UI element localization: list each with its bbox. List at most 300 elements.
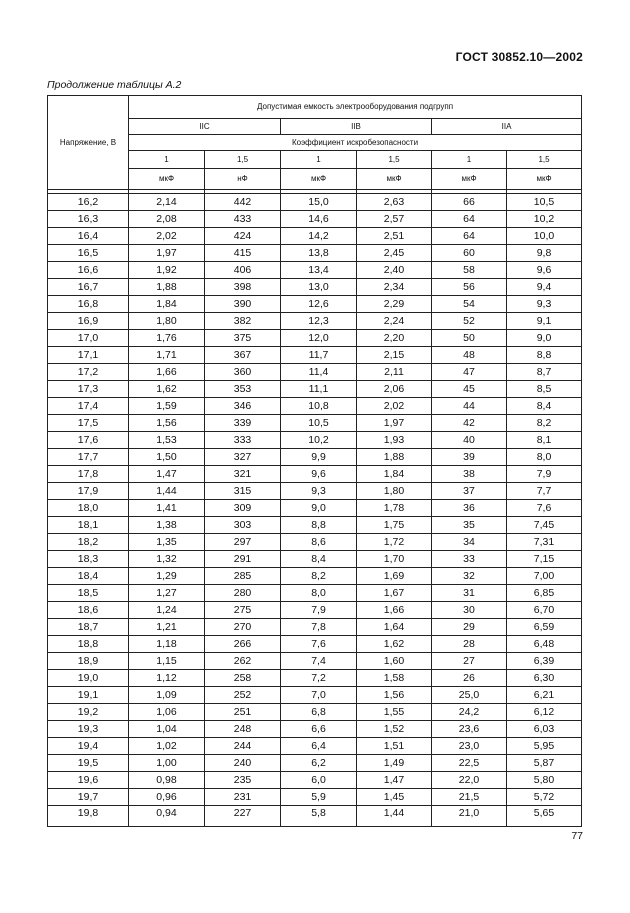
voltage-cell (48, 619, 129, 636)
capacitance-cell (129, 398, 205, 415)
cell-value: 11,7 (308, 349, 329, 361)
voltage-cell (48, 806, 129, 827)
capacitance-cell (507, 466, 582, 483)
capacitance-cell (281, 466, 357, 483)
capacitance-cell (507, 602, 582, 619)
voltage-cell (48, 517, 129, 534)
cell-value: 390 (233, 298, 252, 310)
cell-value: 1,51 (383, 740, 405, 752)
table-row (48, 449, 582, 466)
cell-value: 321 (233, 468, 252, 480)
cell-value: 1,97 (383, 417, 405, 429)
cell-value: 9,1 (536, 315, 552, 327)
capacitance-cell (281, 262, 357, 279)
cell-value: 16,2 (77, 196, 99, 208)
capacitance-cell (205, 619, 281, 636)
cell-value: 1,55 (383, 706, 405, 718)
capacitance-cell (129, 687, 205, 704)
capacitance-cell (432, 721, 507, 738)
cell-value: 35 (463, 519, 475, 531)
capacitance-cell (205, 330, 281, 347)
capacitance-cell (357, 721, 432, 738)
cell-value: 5,80 (533, 774, 555, 786)
table-body (48, 190, 582, 827)
capacitance-cell (281, 296, 357, 313)
cell-value: 1,21 (156, 621, 177, 633)
cell-value: 1,58 (383, 672, 405, 684)
cell-value: 8,4 (311, 553, 326, 565)
cell-value: 9,0 (311, 502, 326, 514)
cell-value: 6,21 (533, 689, 555, 701)
cell-value: 1,50 (156, 451, 177, 463)
cell-value: 13,8 (308, 247, 329, 259)
cell-value: 7,7 (536, 485, 552, 497)
capacitance-cell (205, 364, 281, 381)
cell-value: 16,3 (77, 213, 99, 225)
cell-value: 280 (233, 587, 252, 599)
voltage-cell (48, 500, 129, 517)
capacitance-cell (281, 194, 357, 211)
voltage-cell (48, 415, 129, 432)
cell-value: 2,11 (384, 366, 404, 378)
cell-value: 1,06 (156, 706, 177, 718)
cell-value: 8,4 (536, 400, 552, 412)
capacitance-cell (507, 194, 582, 211)
capacitance-cell (281, 364, 357, 381)
cell-value: 1,02 (156, 740, 177, 752)
cell-value: 6,6 (311, 723, 326, 735)
cell-value: 24,2 (458, 706, 480, 718)
cell-value: 16,5 (77, 247, 99, 259)
cell-value: 28 (463, 638, 475, 650)
cell-value: 1,88 (383, 451, 405, 463)
capacitance-cell (205, 568, 281, 585)
capacitance-cell (357, 245, 432, 262)
cell-value: 367 (233, 349, 252, 361)
cell-value: 424 (233, 230, 252, 242)
voltage-cell (48, 245, 129, 262)
capacitance-cell (507, 585, 582, 602)
cell-value: 1,66 (156, 366, 177, 378)
cell-value: 1,72 (383, 536, 405, 548)
capacitance-cell (357, 517, 432, 534)
cell-value: 7,6 (311, 638, 326, 650)
capacitance-cell (507, 296, 582, 313)
cell-value: 1,04 (156, 723, 177, 735)
voltage-cell (48, 432, 129, 449)
capacitance-cell (507, 721, 582, 738)
capacitance-cell (507, 568, 582, 585)
capacitance-cell (432, 313, 507, 330)
capacitance-cell (205, 296, 281, 313)
cell-value: 9,9 (311, 451, 326, 463)
capacitance-cell (129, 755, 205, 772)
capacitance-cell (281, 738, 357, 755)
cell-value: 375 (233, 332, 252, 344)
cell-value: 45 (463, 383, 475, 395)
capacitance-cell (432, 330, 507, 347)
capacitance-cell (205, 194, 281, 211)
cell-value: 1,09 (156, 689, 177, 701)
cell-value: 398 (233, 281, 252, 293)
capacitance-cell (357, 602, 432, 619)
cell-value: 8,6 (311, 536, 326, 548)
cell-value: 19,6 (77, 774, 99, 786)
capacitance-cell (432, 738, 507, 755)
capacitance-cell (432, 466, 507, 483)
capacitance-cell (357, 194, 432, 211)
table-row (48, 466, 582, 483)
capacitance-cell (357, 262, 432, 279)
cell-value: 1,64 (383, 621, 405, 633)
table-row (48, 653, 582, 670)
capacitance-cell (432, 194, 507, 211)
capacitance-cell (432, 432, 507, 449)
capacitance-cell (507, 262, 582, 279)
voltage-cell (48, 568, 129, 585)
cell-value: 9,4 (536, 281, 552, 293)
table-row (48, 806, 582, 827)
cell-value: 17,9 (77, 485, 99, 497)
capacitance-cell (507, 687, 582, 704)
cell-value: 19,1 (77, 689, 99, 701)
capacitance-cell (357, 500, 432, 517)
coefficient-cell: 1 (281, 151, 357, 169)
capacitance-cell (357, 432, 432, 449)
table-row (48, 670, 582, 687)
table-row (48, 602, 582, 619)
cell-value: 266 (233, 638, 252, 650)
capacitance-cell (357, 636, 432, 653)
capacitance-cell (507, 364, 582, 381)
unit-cell: нФ (205, 169, 281, 190)
cell-value: 17,0 (77, 332, 99, 344)
cell-value: 64 (463, 230, 475, 242)
cell-value: 235 (233, 774, 252, 786)
cell-value: 6,59 (533, 621, 555, 633)
capacitance-header: Допустимая емкость электрооборудования подгрупп (129, 96, 582, 119)
voltage-cell (48, 398, 129, 415)
cell-value: 12,3 (308, 315, 329, 327)
cell-value: 9,8 (536, 247, 552, 259)
coefficient-cell: 1,5 (507, 151, 582, 169)
cell-value: 2,14 (156, 196, 177, 208)
voltage-cell (48, 194, 129, 211)
capacitance-cell (205, 687, 281, 704)
cell-value: 231 (233, 791, 252, 803)
voltage-cell (48, 228, 129, 245)
capacitance-cell (129, 585, 205, 602)
capacitance-cell (205, 262, 281, 279)
capacitance-cell (205, 636, 281, 653)
capacitance-cell (357, 534, 432, 551)
cell-value: 12,6 (308, 298, 329, 310)
capacitance-table (47, 95, 582, 827)
cell-value: 1,56 (383, 689, 405, 701)
table-row (48, 279, 582, 296)
capacitance-cell (432, 398, 507, 415)
table-header (48, 96, 582, 190)
cell-value: 8,7 (536, 366, 552, 378)
capacitance-cell (507, 704, 582, 721)
capacitance-cell (432, 211, 507, 228)
voltage-cell (48, 534, 129, 551)
capacitance-cell (205, 483, 281, 500)
capacitance-cell (205, 279, 281, 296)
voltage-cell (48, 347, 129, 364)
cell-value: 8,0 (311, 587, 326, 599)
cell-value: 21,0 (458, 807, 480, 819)
cell-value: 382 (233, 315, 252, 327)
unit-cell: мкФ (507, 169, 582, 190)
cell-value: 2,63 (383, 196, 405, 208)
capacitance-cell (432, 653, 507, 670)
cell-value: 2,08 (156, 213, 177, 225)
cell-value: 227 (233, 807, 252, 819)
capacitance-cell (281, 534, 357, 551)
capacitance-cell (205, 381, 281, 398)
capacitance-cell (129, 738, 205, 755)
cell-value: 1,35 (156, 536, 177, 548)
capacitance-cell (281, 704, 357, 721)
cell-value: 11,4 (308, 366, 329, 378)
capacitance-cell (281, 500, 357, 517)
capacitance-cell (205, 211, 281, 228)
capacitance-cell (507, 534, 582, 551)
voltage-cell (48, 687, 129, 704)
capacitance-cell (129, 245, 205, 262)
cell-value: 1,32 (156, 553, 177, 565)
cell-value: 1,29 (156, 570, 177, 582)
cell-value: 2,45 (383, 247, 405, 259)
cell-value: 1,70 (383, 553, 405, 565)
table-row (48, 483, 582, 500)
cell-value: 8,2 (536, 417, 552, 429)
capacitance-cell (507, 755, 582, 772)
capacitance-cell (281, 551, 357, 568)
table-row (48, 585, 582, 602)
cell-value: 1,75 (383, 519, 405, 531)
capacitance-cell (357, 653, 432, 670)
capacitance-cell (357, 364, 432, 381)
cell-value: 6,70 (533, 604, 555, 616)
capacitance-cell (432, 670, 507, 687)
capacitance-cell (281, 602, 357, 619)
cell-value: 1,71 (156, 349, 177, 361)
cell-value: 17,5 (77, 417, 99, 429)
cell-value: 18,4 (77, 570, 99, 582)
voltage-cell (48, 653, 129, 670)
cell-value: 23,0 (458, 740, 480, 752)
cell-value: 0,98 (156, 774, 177, 786)
cell-value: 16,8 (77, 298, 99, 310)
capacitance-cell (205, 653, 281, 670)
cell-value: 26 (463, 672, 475, 684)
coefficient-cell: 1,5 (357, 151, 432, 169)
voltage-cell (48, 670, 129, 687)
capacitance-cell (357, 313, 432, 330)
table-row (48, 313, 582, 330)
capacitance-cell (205, 534, 281, 551)
capacitance-cell (281, 653, 357, 670)
capacitance-cell (507, 636, 582, 653)
cell-value: 17,1 (77, 349, 99, 361)
cell-value: 36 (463, 502, 475, 514)
cell-value: 10,2 (533, 213, 555, 225)
table-row (48, 789, 582, 806)
cell-value: 64 (463, 213, 475, 225)
cell-value: 5,95 (533, 740, 555, 752)
capacitance-cell (205, 449, 281, 466)
cell-value: 1,62 (156, 383, 177, 395)
cell-value: 17,4 (77, 400, 99, 412)
capacitance-cell (281, 279, 357, 296)
table-row (48, 500, 582, 517)
coefficient-cell: 1 (432, 151, 507, 169)
cell-value: 9,6 (536, 264, 552, 276)
capacitance-cell (129, 619, 205, 636)
cell-value: 1,00 (156, 757, 177, 769)
cell-value: 34 (463, 536, 475, 548)
cell-value: 1,24 (156, 604, 177, 616)
cell-value: 50 (463, 332, 475, 344)
cell-value: 9,3 (311, 485, 326, 497)
cell-value: 8,1 (536, 434, 552, 446)
capacitance-cell (507, 432, 582, 449)
capacitance-cell (357, 687, 432, 704)
cell-value: 248 (233, 723, 252, 735)
cell-value: 1,27 (156, 587, 177, 599)
cell-value: 22,5 (458, 757, 480, 769)
capacitance-cell (507, 313, 582, 330)
capacitance-cell (129, 194, 205, 211)
table-row (48, 738, 582, 755)
cell-value: 251 (233, 706, 252, 718)
capacitance-cell (205, 772, 281, 789)
capacitance-cell (357, 483, 432, 500)
capacitance-cell (432, 381, 507, 398)
cell-value: 7,0 (311, 689, 326, 701)
capacitance-cell (281, 721, 357, 738)
cell-value: 5,8 (311, 807, 326, 819)
cell-value: 6,4 (311, 740, 326, 752)
capacitance-cell (281, 772, 357, 789)
cell-value: 18,9 (77, 655, 99, 667)
cell-value: 10,8 (308, 400, 329, 412)
capacitance-cell (432, 806, 507, 827)
voltage-cell (48, 789, 129, 806)
cell-value: 17,2 (77, 366, 99, 378)
document-code: ГОСТ 30852.10—2002 (455, 50, 583, 64)
capacitance-cell (281, 585, 357, 602)
cell-value: 8,8 (311, 519, 326, 531)
capacitance-cell (129, 551, 205, 568)
capacitance-cell (281, 313, 357, 330)
capacitance-cell (281, 619, 357, 636)
capacitance-cell (205, 789, 281, 806)
table-row (48, 211, 582, 228)
cell-value: 7,6 (536, 502, 552, 514)
cell-value: 12,0 (308, 332, 329, 344)
cell-value: 258 (233, 672, 252, 684)
cell-value: 1,76 (156, 332, 177, 344)
capacitance-cell (129, 602, 205, 619)
cell-value: 1,18 (156, 638, 177, 650)
cell-value: 1,92 (156, 264, 177, 276)
table-row (48, 432, 582, 449)
capacitance-cell (432, 279, 507, 296)
capacitance-cell (432, 483, 507, 500)
capacitance-cell (281, 449, 357, 466)
cell-value: 14,2 (308, 230, 329, 242)
table-row (48, 245, 582, 262)
cell-value: 19,5 (77, 757, 99, 769)
cell-value: 54 (463, 298, 475, 310)
capacitance-cell (432, 636, 507, 653)
capacitance-cell (432, 364, 507, 381)
cell-value: 291 (233, 553, 252, 565)
capacitance-cell (507, 772, 582, 789)
cell-value: 44 (463, 400, 475, 412)
voltage-cell (48, 466, 129, 483)
page-number: 77 (571, 830, 583, 842)
capacitance-cell (507, 279, 582, 296)
cell-value: 244 (233, 740, 252, 752)
cell-value: 6,03 (533, 723, 555, 735)
capacitance-cell (507, 415, 582, 432)
capacitance-cell (205, 313, 281, 330)
cell-value: 1,84 (156, 298, 177, 310)
cell-value: 1,12 (156, 672, 177, 684)
capacitance-cell (432, 619, 507, 636)
capacitance-cell (357, 415, 432, 432)
capacitance-cell (432, 687, 507, 704)
cell-value: 60 (463, 247, 475, 259)
cell-value: 1,66 (383, 604, 405, 616)
unit-cell: мкФ (432, 169, 507, 190)
cell-value: 1,69 (383, 570, 405, 582)
cell-value: 19,0 (77, 672, 99, 684)
capacitance-cell (357, 398, 432, 415)
table-row (48, 415, 582, 432)
capacitance-cell (205, 398, 281, 415)
table-row (48, 296, 582, 313)
capacitance-cell (129, 670, 205, 687)
capacitance-cell (281, 347, 357, 364)
cell-value: 315 (233, 485, 252, 497)
cell-value: 30 (463, 604, 475, 616)
cell-value: 7,15 (533, 553, 555, 565)
cell-value: 56 (463, 281, 475, 293)
capacitance-cell (507, 398, 582, 415)
capacitance-cell (357, 568, 432, 585)
cell-value: 16,6 (77, 264, 99, 276)
capacitance-cell (432, 245, 507, 262)
cell-value: 18,7 (77, 621, 99, 633)
cell-value: 5,87 (533, 757, 555, 769)
capacitance-cell (507, 381, 582, 398)
cell-value: 353 (233, 383, 252, 395)
cell-value: 33 (463, 553, 475, 565)
capacitance-cell (432, 415, 507, 432)
capacitance-cell (205, 602, 281, 619)
cell-value: 1,78 (383, 502, 405, 514)
coefficient-header: Коэффициент искробезопасности (129, 135, 582, 151)
capacitance-cell (507, 551, 582, 568)
table-row (48, 381, 582, 398)
capacitance-cell (357, 381, 432, 398)
cell-value: 1,67 (383, 587, 405, 599)
